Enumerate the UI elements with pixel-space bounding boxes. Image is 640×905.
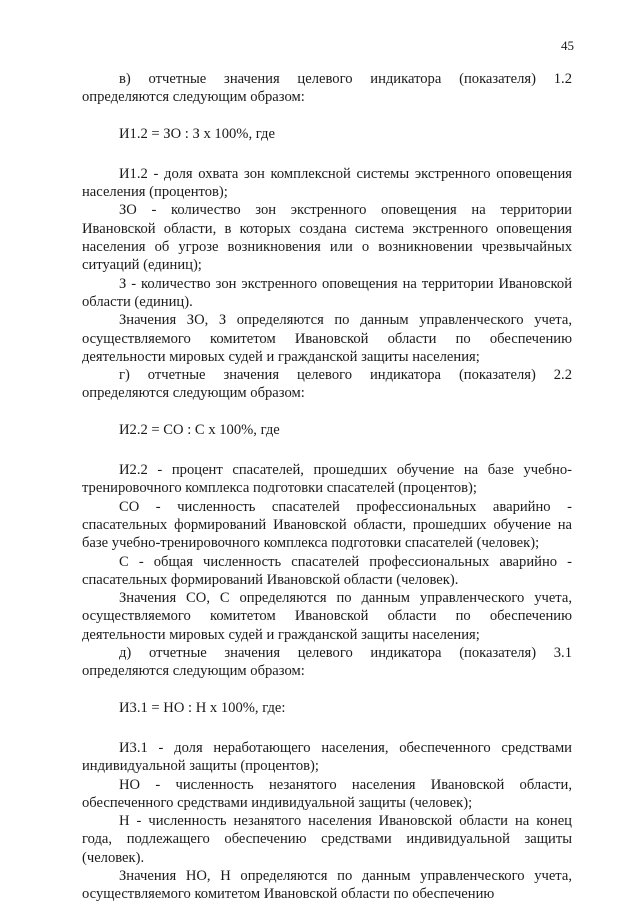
document-body: [82, 70, 572, 904]
paragraph-values-no-n: Значения НО, Н определяются по данным управленческого учета, осуществляемого комитетом Ивановской области по обеспечению: [82, 867, 572, 903]
definition-i1-2: И1.2 - доля охвата зон комплексной системы экстренного оповещения населения (процентов);: [82, 165, 572, 201]
definition-i3-1: И3.1 - доля неработающего населения, обеспеченного средствами индивидуальной защиты (процентов);: [82, 739, 572, 775]
definition-s: С - общая численность спасателей профессиональных аварийно - спасательных формирований Ивановской области (человек).: [82, 553, 572, 588]
definition-so: СО - численность спасателей профессиональных аварийно - спасательных формирований Ивановской области, прошедших обучение на базе учебно-тренировочного комплекса подготовки спасателей (человек);: [82, 498, 572, 552]
paragraph-values-zo-z: Значения ЗО, З определяются по данным управленческого учета, осуществляемого комитетом Ивановской области по обеспечению деятельности мировых судей и гражданской защиты населения;: [82, 312, 572, 365]
paragraph-indicator-2-2-intro: г) отчетные значения целевого индикатора (показателя) 2.2 определяются следующим образом:: [82, 367, 572, 402]
paragraph-values-so-s: Значения СО, С определяются по данным управленческого учета, осуществляемого комитетом Ивановской области по обеспечению деятельности мировых судей и гражданской защиты населения;: [82, 590, 572, 643]
definition-n: Н - численность незанятого населения Ивановской области на конец года, подлежащего обеспечению средствами индивидуальной защиты (человек).: [82, 813, 572, 866]
paragraph-indicator-1-2-intro: в) отчетные значения целевого индикатора (показателя) 1.2 определяются следующим образом:: [82, 71, 572, 106]
definition-i2-2: И2.2 - процент спасателей, прошедших обучение на базе учебно-тренировочного комплекса подготовки спасателей (процентов);: [82, 462, 572, 497]
formula-indicator-3-1: И3.1 = НО : Н х 100%, где:: [119, 699, 286, 716]
definition-z: З - количество зон экстренного оповещения на территории Ивановской области (единиц).: [82, 275, 572, 310]
paragraph-indicator-3-1-intro: д) отчетные значения целевого индикатора (показателя) 3.1 определяются следующим образом:: [82, 645, 572, 680]
definition-zo: ЗО - количество зон экстренного оповещения на территории Ивановской области, в которых создана система экстренного оповещения населения об угрозе возникновения или о возникновении чрезвычайных ситуаций (единиц);: [82, 202, 572, 274]
definition-no: НО - численность незанятого населения Ивановской области, обеспеченного средствами индивидуальной защиты (человек);: [82, 776, 572, 811]
formula-indicator-2-2: И2.2 = СО : С х 100%, где: [119, 421, 280, 438]
formula-indicator-1-2: И1.2 = ЗО : З х 100%, где: [119, 125, 275, 142]
page-number: 45: [561, 38, 574, 53]
